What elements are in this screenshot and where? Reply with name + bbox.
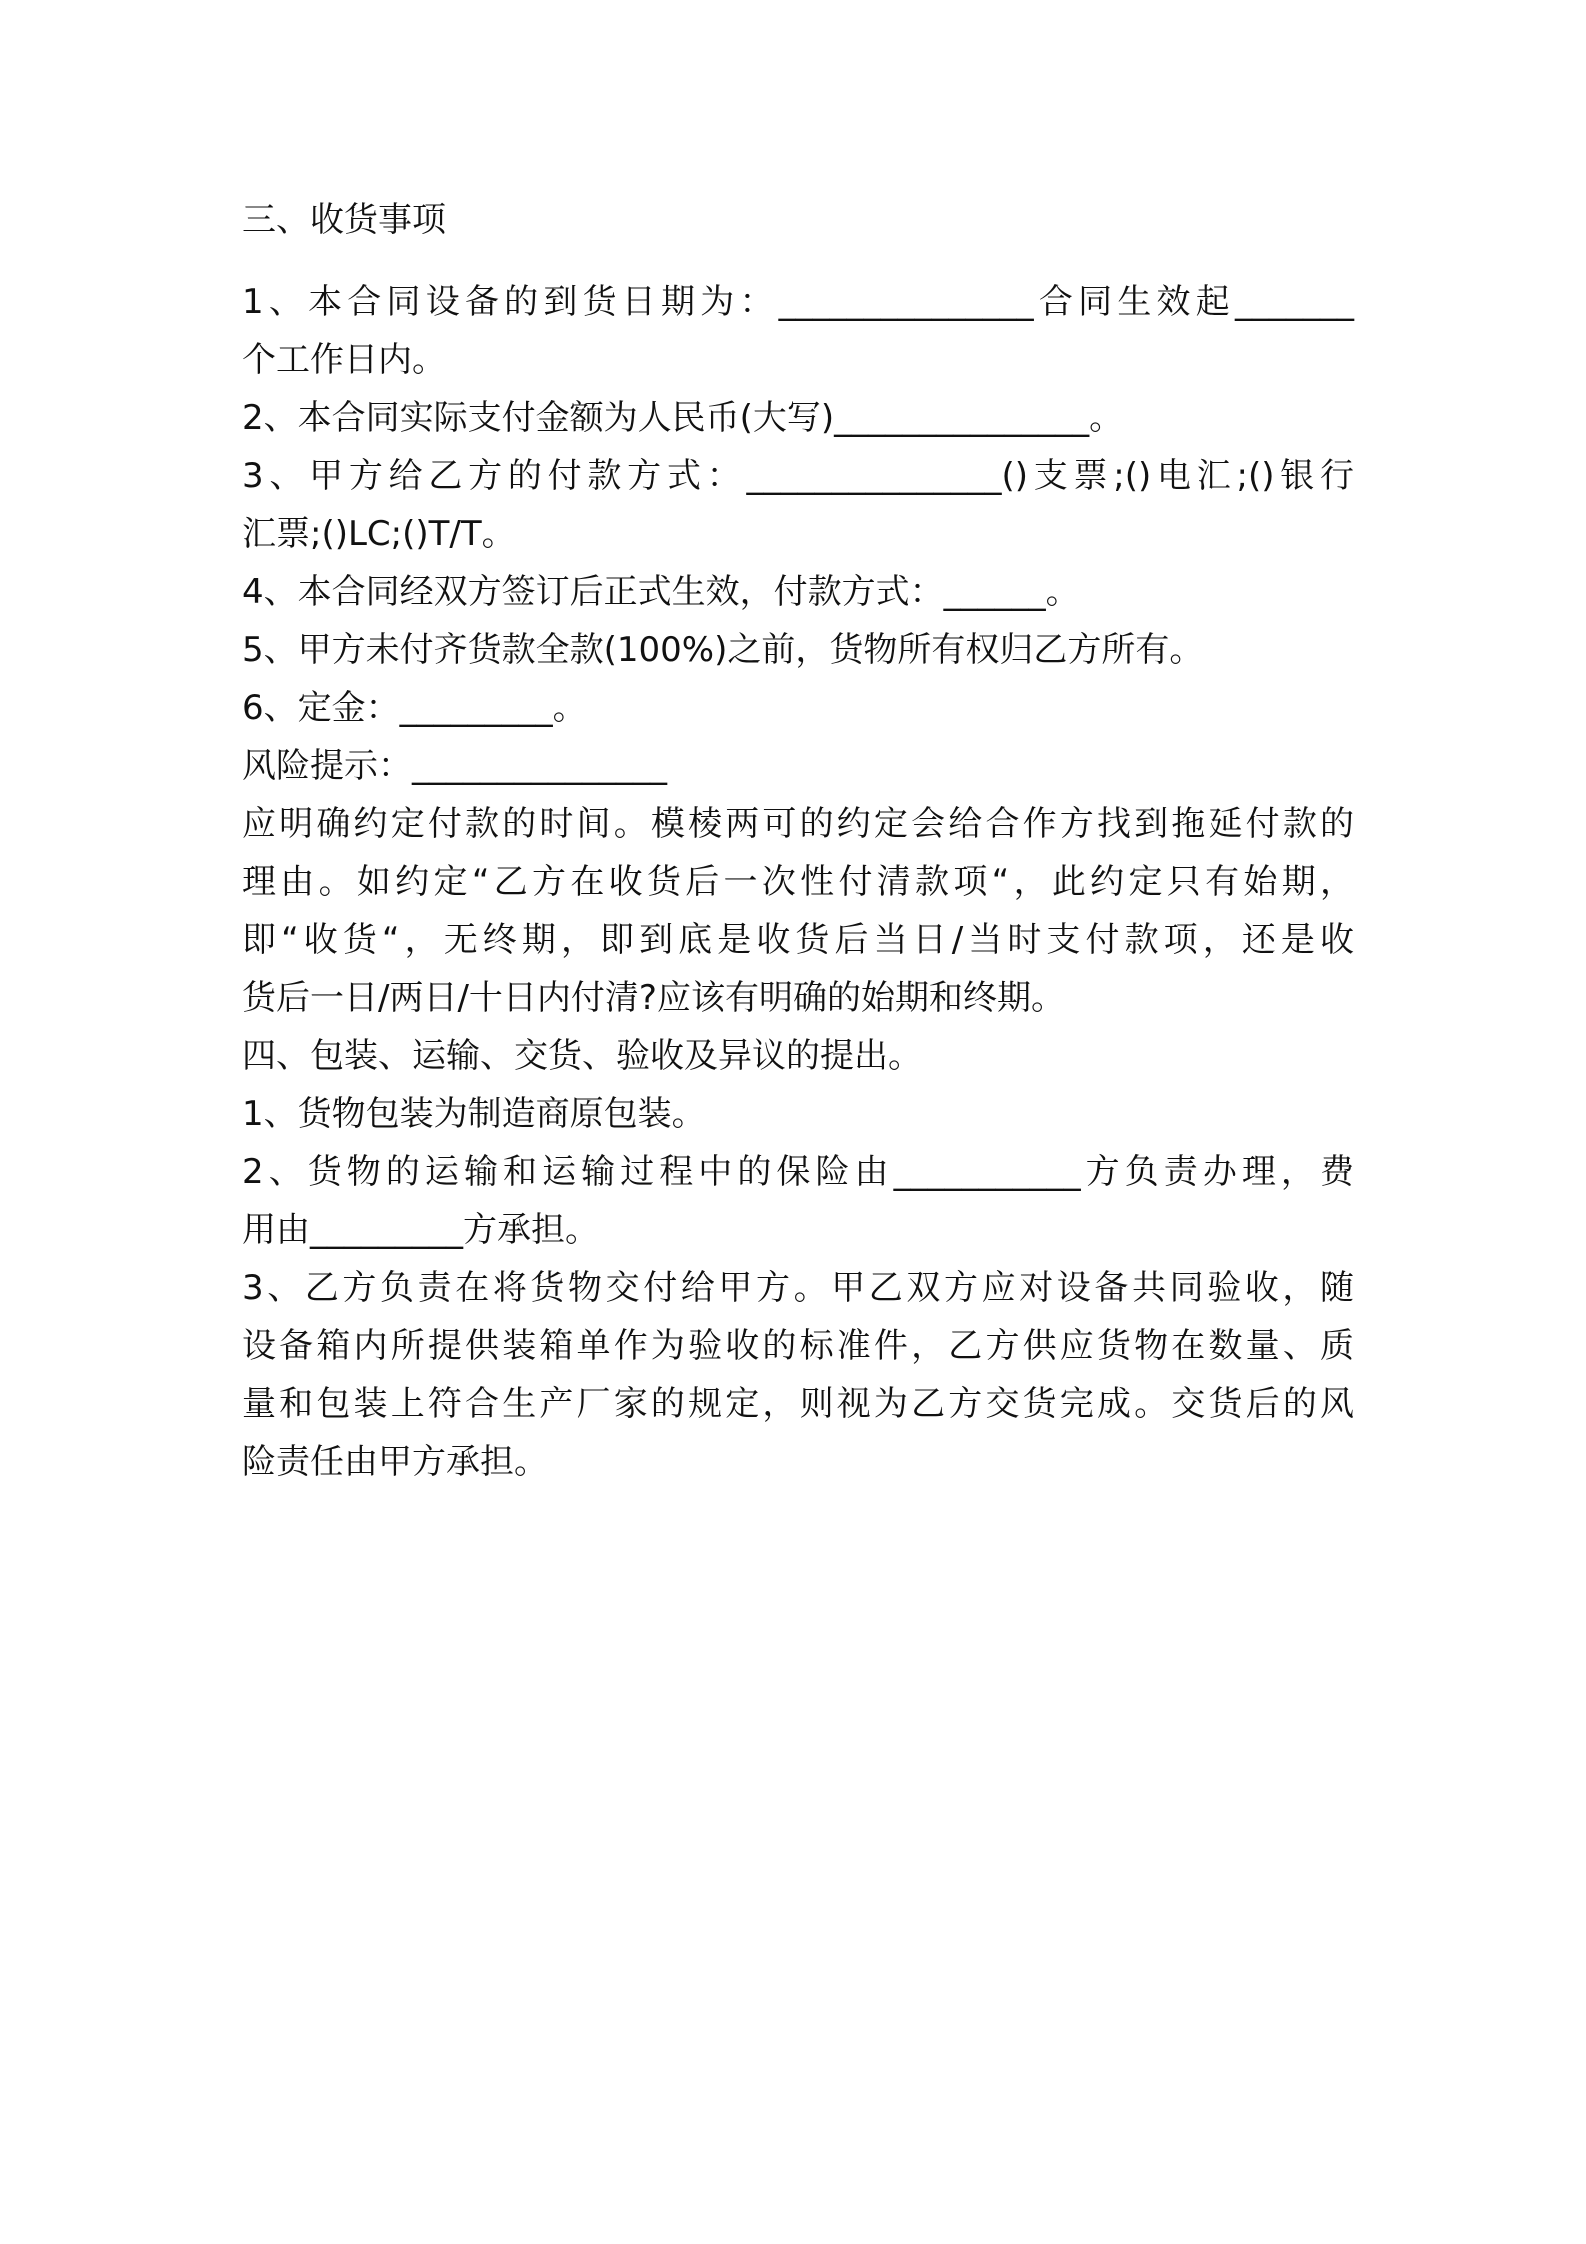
clause-4-2-line-1: 2、货物的运输和运输过程中的保险由___________方负责办理，费 <box>242 1152 1354 1192</box>
clause-3-2: 2、本合同实际支付金额为人民币(大写)_______________。 <box>242 398 1124 438</box>
clause-3-3-line-1: 3、甲方给乙方的付款方式：_______________()支票;()电汇;()银行 <box>242 456 1354 496</box>
clause-4-2-line-2: 用由_________方承担。 <box>242 1210 599 1250</box>
clause-3-4: 4、本合同经双方签订后正式生效，付款方式：______。 <box>242 572 1080 612</box>
risk-note-line-1: 应明确约定付款的时间。模棱两可的约定会给合作方找到拖延付款的 <box>242 804 1354 844</box>
section-heading-receipt: 三、收货事项 <box>242 200 446 240</box>
clause-3-3-line-2: 汇票;()LC;()T/T。 <box>242 514 516 554</box>
clause-4-1: 1、货物包装为制造商原包装。 <box>242 1094 706 1134</box>
clause-4-3-line-1: 3、乙方负责在将货物交付给甲方。甲乙双方应对设备共同验收，随 <box>242 1268 1354 1308</box>
section-heading-packaging: 四、包装、运输、交货、验收及异议的提出。 <box>242 1036 922 1076</box>
clause-4-3-line-3: 量和包装上符合生产厂家的规定，则视为乙方交货完成。交货后的风 <box>242 1384 1354 1424</box>
clause-4-3-line-2: 设备箱内所提供装箱单作为验收的标准件，乙方供应货物在数量、质 <box>242 1326 1354 1366</box>
clause-3-1-line-1: 1、本合同设备的到货日期为：_______________合同生效起_______ <box>242 282 1354 322</box>
clause-4-3-line-4: 险责任由甲方承担。 <box>242 1442 548 1482</box>
clause-3-1-line-2: 个工作日内。 <box>242 340 446 380</box>
clause-3-5: 5、甲方未付齐货款全款(100%)之前，货物所有权归乙方所有。 <box>242 630 1204 670</box>
risk-note-heading: 风险提示：_______________ <box>242 746 667 786</box>
risk-note-line-2: 理由。如约定“乙方在收货后一次性付清款项“，此约定只有始期， <box>242 862 1354 902</box>
risk-note-line-3: 即“收货“，无终期，即到底是收货后当日/当时支付款项，还是收 <box>242 920 1354 960</box>
clause-3-6: 6、定金：_________。 <box>242 688 587 728</box>
risk-note-line-4: 货后一日/两日/十日内付清?应该有明确的始期和终期。 <box>242 978 1065 1018</box>
